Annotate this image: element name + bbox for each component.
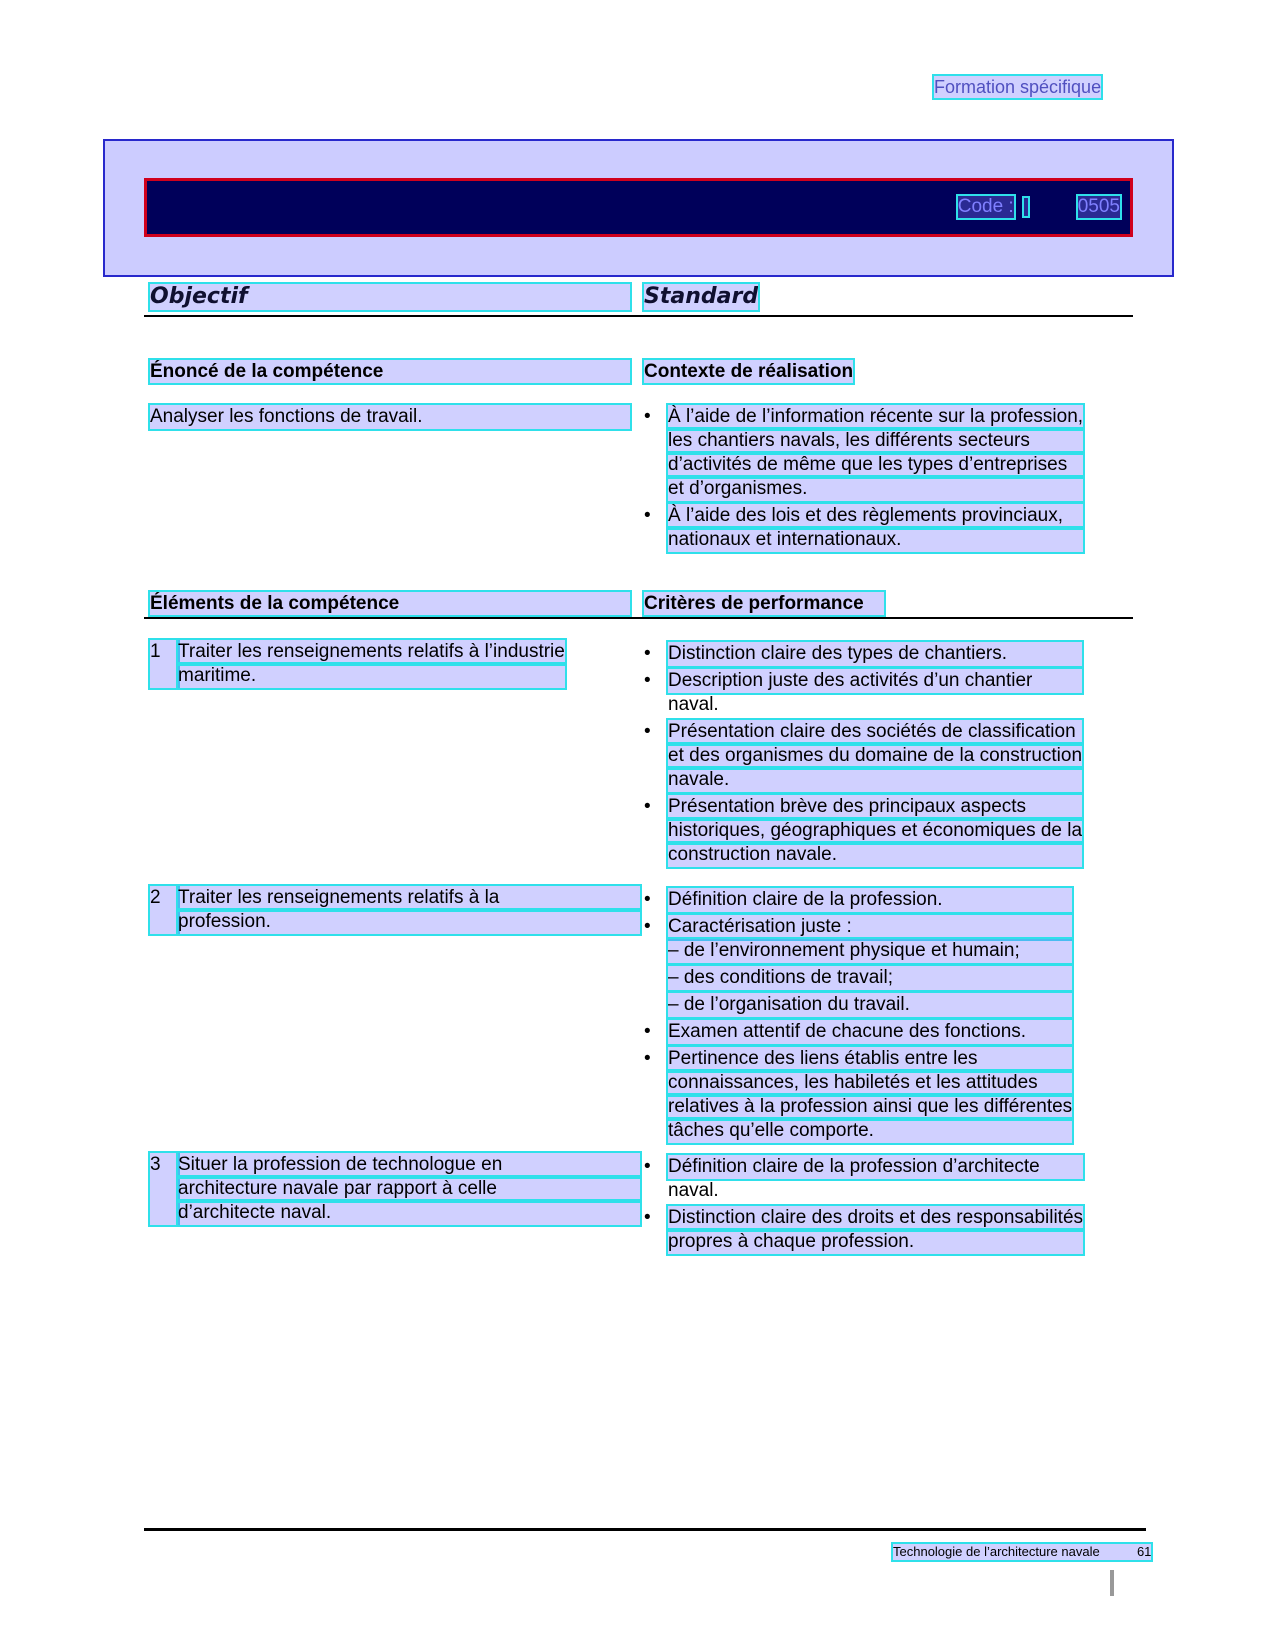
criteria-line: • Examen attentif de chacune des fonctions. [668, 1020, 1072, 1044]
criteria-item [644, 1206, 1083, 1254]
criteria-line: • Présentation brève des principaux aspects [668, 795, 1082, 819]
code-value: 0505 [1077, 196, 1120, 217]
criteria-item [644, 1155, 1083, 1203]
element-line: architecture navale par rapport à celle [178, 1177, 640, 1201]
context-heading: Contexte de réalisation [644, 361, 854, 382]
criteria-line: historiques, géographiques et économiques de la [668, 820, 1083, 841]
criteria-line: • Pertinence des liens établis entre les [668, 1047, 1072, 1071]
context-line: nationaux et internationaux. [668, 528, 1083, 552]
page-number: 61 [1136, 1544, 1152, 1559]
criteria-line: • Distinction claire des droits et des responsabilités [668, 1207, 1084, 1228]
criteria-item [644, 720, 1082, 792]
statement-heading: Énoncé de la compétence [150, 360, 630, 383]
element-line: maritime. [178, 664, 565, 688]
element-number: 2 [150, 886, 178, 934]
criteria-line: propres à chaque profession. [668, 1230, 1083, 1254]
code-label: Code : [957, 196, 1014, 217]
context-item [644, 405, 1083, 501]
criteria-line: • Caractérisation juste : [668, 915, 1072, 939]
criteria-line: relatives à la profession ainsi que les différentes [668, 1096, 1073, 1117]
criteria-item [644, 1047, 1072, 1143]
change-bar [1110, 1570, 1114, 1596]
element-number: 1 [150, 640, 178, 688]
criteria-line: naval. [668, 694, 719, 715]
objective-title: Objectif [150, 284, 630, 310]
context-item [644, 504, 1083, 552]
footer-title: Technologie de l’architecture navale [893, 1544, 1100, 1559]
element-line: profession. [178, 910, 640, 934]
criteria-list-3 [644, 1155, 1083, 1257]
criteria-item [644, 915, 1072, 1017]
criteria-item [644, 642, 1082, 666]
criteria-item [644, 1020, 1072, 1044]
criteria-list-2 [644, 888, 1072, 1146]
criteria-line: et des organismes du domaine de la construction [668, 745, 1083, 766]
criteria-item [644, 795, 1082, 867]
criteria-line: • Définition claire de la profession. [668, 888, 1072, 912]
element-3 [150, 1153, 640, 1225]
footer-text [893, 1544, 1151, 1560]
criteria-line: tâches qu’elle comporte. [668, 1119, 1072, 1143]
criteria-line: • Description juste des activités d’un chantier [668, 669, 1082, 693]
criteria-line: naval. [668, 1180, 719, 1201]
context-line: et d’organismes. [668, 477, 1083, 501]
criteria-line: construction navale. [668, 843, 1082, 867]
element-number: 3 [150, 1153, 178, 1225]
elements-heading: Éléments de la compétence [150, 592, 630, 615]
context-line: • À l’aide de l’information récente sur la profession, [668, 406, 1084, 427]
criteria-item [644, 669, 1082, 717]
title-rule [144, 315, 1133, 317]
element-line: Situer la profession de technologue en [178, 1153, 640, 1177]
context-line: d’activités de même que les types d’entreprises [668, 453, 1083, 477]
criteria-subitem: – de l’organisation du travail. [668, 993, 1072, 1017]
element-line: Traiter les renseignements relatifs à la [178, 886, 640, 910]
element-2 [150, 886, 640, 934]
criteria-subitem: – des conditions de travail; [668, 966, 1072, 990]
criteria-line: • Définition claire de la profession d’architecte [668, 1155, 1083, 1179]
footer-rule [144, 1528, 1146, 1531]
elements-rule [144, 617, 1133, 619]
criteria-item [644, 888, 1072, 912]
context-list [644, 405, 1083, 555]
criteria-subitem: – de l’environnement physique et humain; [668, 939, 1072, 963]
criteria-line: connaissances, les habiletés et les attitudes [668, 1071, 1072, 1095]
context-line: • À l’aide des lois et des règlements provinciaux, [668, 504, 1083, 528]
criteria-line: navale. [668, 768, 1082, 792]
context-line: les chantiers navals, les différents secteurs [668, 429, 1083, 453]
element-line: d’architecte naval. [178, 1201, 640, 1225]
criteria-line: • Présentation claire des sociétés de classification [668, 720, 1082, 744]
criteria-heading: Critères de performance [644, 592, 884, 615]
code-row [958, 196, 1120, 218]
criteria-list-1 [644, 642, 1082, 870]
element-line: Traiter les renseignements relatifs à l’industrie [178, 641, 565, 662]
code-separator [1024, 198, 1028, 216]
criteria-line: • Distinction claire des types de chantiers. [668, 642, 1082, 666]
statement-text: Analyser les fonctions de travail. [150, 405, 630, 429]
code-bar [144, 178, 1133, 237]
section-label: Formation spécifique [934, 77, 1102, 97]
standard-title: Standard [644, 284, 759, 309]
element-1 [150, 640, 565, 688]
